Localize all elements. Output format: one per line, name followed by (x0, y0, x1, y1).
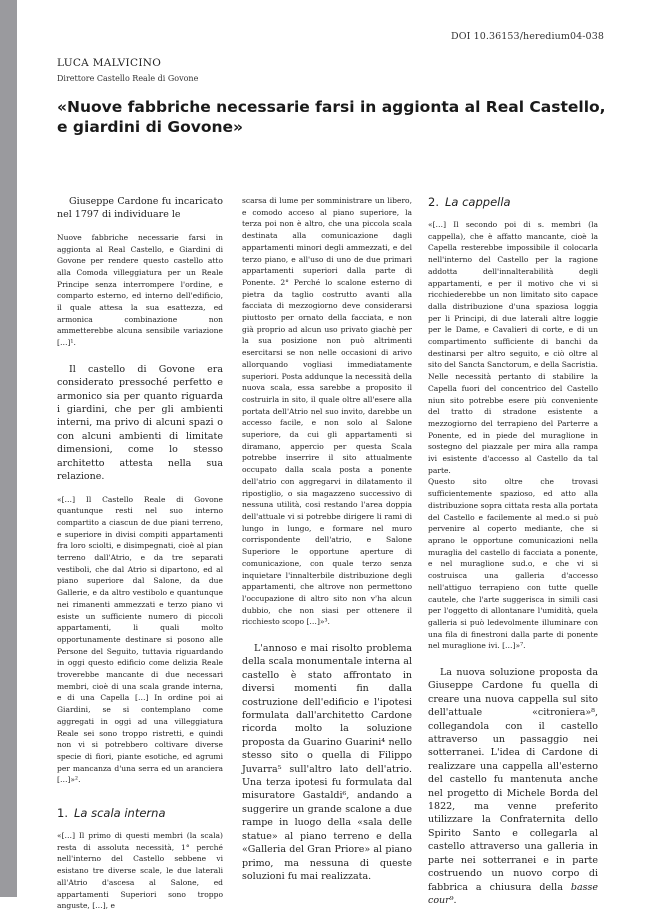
quote-primo-membro: «[…] Il primo di questi membri (la scala) resta di assoluta necessità, 1° perché nell'interno del Castello sebbene vi esistano tre diverse scale, le due laterali all'Atrio d'ascesa al Salone, ed appartamenti Superiori sono troppo anguste, […], e (57, 831, 223, 911)
paragraph-nuova-soluzione (428, 666, 598, 907)
intro-paragraph: Giuseppe Cardone fu incaricato nel 1797 di individuare le (57, 196, 223, 221)
paragraph-scala-monumentale: L'annoso e mai risolto problema della scala monumentale interna al castello è stato affrontato in diversi momenti fin dalla costruzione dell'edificio e l'ipotesi formulata dall'architetto Cardone ricorda molto la soluzione proposta da Guarino Guarini⁴ nello stesso sito o quella di Filippo Juvarra⁵ sull'altro lato dell'atrio. Una terza ipotesi fu formulata dal misuratore Gastaldi⁶, andando a suggerire un grande scalone a due rampe in luogo della «sala delle statue» al piano terreno e della «Galleria del Gran Priore» al piano primo, ma nessuna di queste soluzioni fu mai realizzata. (242, 643, 412, 882)
italic-term: basse cour (428, 881, 598, 906)
section-heading-cappella (428, 195, 598, 209)
doi-label: DOI 10.36153/heredium04-038 (451, 31, 604, 42)
quote-castello-reale: «[…] Il Castello Reale di Govone quantunque resti nel suo interno compartito a ciascun de due piani terreno, e superiore in divisi compiti appartamenti fra loro sciolti, e disimpegnati, cioè al pian terreno dall'Atrio, e da tre separati vestiboli, che dal Atrio si dipartono, ed al piano superiore dal Salone, da due Gallerie, e da altro vestibolo e quantunque nei rimanenti ammezzati e terzo piano vi esiste un sufficiente numero di piccoli appartamenti, li quali molto opportunamente destinare si posono alle Persone del Seguito, tuttavia riguardando in oggi questo edificio come delizia Reale troverebbe mancante di due necessari membri, cioè di una scala grande interna, e di una Capella […] In ordine poi ai Giardini, se si contemplano come aggregati in oggi ad una villeggiatura Reale sei sono troppo ristretti, e quindi non vi si potrebbero coltivare diverse specie di fiori, piante esotiche, ed agrumi per mancanza d'una serra ed un aranciera […]»². (57, 494, 223, 785)
section-heading-scala (57, 806, 223, 820)
quote-secondo-membro: «[…] Il secondo poi di s. membri (la cappella), che è affatto mancante, cioè la Capella resterebbe impossibile il colocarla nell'interno del Castello per la ragione addotta dell'innalterabilità degli appartamenti, e per il motivo che vi si ricchiederebbe un non limitato sito capace dalla distribuzione d'una spaziosa loggia per li Principi, di due laterali altre loggie per le Dame, e Cavalieri di corte, e di un compartimento sufficiente di banchi da destinarsi per altro seguito, e ciò oltre al sito del Sancta Sanctorum, e della Sacristia. (428, 220, 598, 370)
section-title: La scala interna (73, 806, 166, 821)
section-title: La cappella (444, 195, 511, 209)
quote-questo-sito: Questo sito oltre che trovasi sufficientemente spazioso, ed atto alla distribuzione sopra cittata resta alla portata del Castello e facilemente al med.o si può pervenire al coperto mediante, che si aprano le opportune comunicazioni nella muraglia del castello di facciata a ponente, e nel muraglione sud.o, e che vi si costruisca una galleria d'accesso nell'attiguo terrapieno con tutte quelle cautele, che l'arte suggerisca in simili casi per l'oggetto di allontanare l'umidità, quela galleria si può ledevolmente illuminare con una fila di finestroni dalla parte di ponente nel muraglione ivi. […]»⁷. (428, 477, 598, 651)
column-1 (57, 195, 223, 912)
footnote-ref: ⁹. (449, 894, 457, 906)
author-affiliation: Direttore Castello Reale di Govone (57, 74, 199, 83)
column-3 (428, 195, 598, 907)
quote-scala-continued: scarsa di lume per somministrare un libero, e comodo acceso al piano superiore, la terza poi non è altro, che una piccola scala destinata alla comunicazione dagli appartamenti minori degli ammezzati, e del terzo piano, e all'uso di uno de due primari appartamenti superiori dalla parte di Ponente. 2° Perché lo scalone esterno di pietra da taglio costrutto avanti alla facciata di mezzogiorno deve considerarsi piuttosto per ornato della facciata, e non già proprio ad alcun uso privato giachè per la sua posizione non può altrimenti esercitarsi se non nelle occasioni di arivo allorquando vogliasi immediatamente superiori. Posta addunque la necessità della nuova scala, essa sarebbe a proposito il costruirla in sito, il quale oltre all'esere alla portata dell'Atrio nel suo invito, darebbe un accesso facile, e non solo al Salone superiore, da cui gli appartamenti si diramano, appercio per questa Scala potrebbe inserrire il sito attualmente occupato dalla scala posta a ponente dell'atrio con aggregarvi in dilatamento il ripostiglio, o sia magazzeno successivo di nessuna utilità, cosi restando l'area doppia dell'attuale vi si potrebbe dirigere li rami di lungo in lungo, e formare nel muro corrispondente dell'atrio, e Salone Superiore le opportune aperture di comunicazione, con quale terzo senza inquietare l'innalterbile distribuzione degli appartamenti, che altrove non permettono l'occupazione di altro sito non v'ha alcun dubbio, che non siasi per ottenere il ricchiesto scopo […]»³. (242, 196, 412, 627)
quote-nuove-fabbriche: Nuove fabbriche necessarie farsi in aggionta al Real Castello, e Giardini di Govone per rendere questo castello atto alla Comoda villeggiatura per un Reale Principe senza interrompere l'ordine, e comparto esterno, ed interno dell'edificio, il quale attesa la sua esattezza, ed armonica combinazione non ammetterebbe alcuna sensibile variazione […]¹. (57, 232, 223, 348)
left-margin-bar (0, 0, 17, 897)
article-title (57, 97, 617, 137)
section-number: 2. (428, 195, 439, 209)
section-number: 1. (57, 806, 68, 821)
author-name: LUCA MALVICINO (57, 57, 162, 69)
paragraph-text: La nuova soluzione proposta da Giuseppe Cardone fu quella di creare una nuova cappella sul sito dell'attuale «citroniera»⁸, collegandola con il castello attraverso un passaggio nei sotterranei. L'idea di Cardone di realizzare una cappella all'esterno del castello fu mantenuta anche nel progetto di Michele Borda del 1822, ma venne preferito utilizzare la Confraternita dello Spirito Santo e collegarla al castello attraverso una galleria in parte nei sotterranei e in parte costruendo un nuovo corpo di fabbrica a chiusura della (428, 667, 598, 893)
article-title-line-1: «Nuove fabbriche necessarie farsi in aggionta al Real Castello, (57, 98, 606, 116)
article-title-line-2: e giardini di Govone» (57, 118, 244, 136)
quote-necessita: Nelle necessità pertanto di stabilire la Capella fuori del concentrico del Castello niun sito potrebbe esere più conveniente del tratto di stradone esistente a mezzogiorno del terrapieno del Parterre a Ponente, ed in piede del muraglione in sostegno del piazzale per mira alla rampa ivi esistente d'accesso al Castello da tal parte. (428, 372, 598, 475)
column-2 (242, 195, 412, 883)
paragraph-castello: Il castello di Govone era considerato pressoché perfetto e armonico sia per quanto riguarda i giardini, che per gli ambienti interni, ma privo di alcuni spazi o con alcuni ambienti di limitate dimensioni, come lo stesso architetto attesta nella sua relazione. (57, 363, 223, 483)
